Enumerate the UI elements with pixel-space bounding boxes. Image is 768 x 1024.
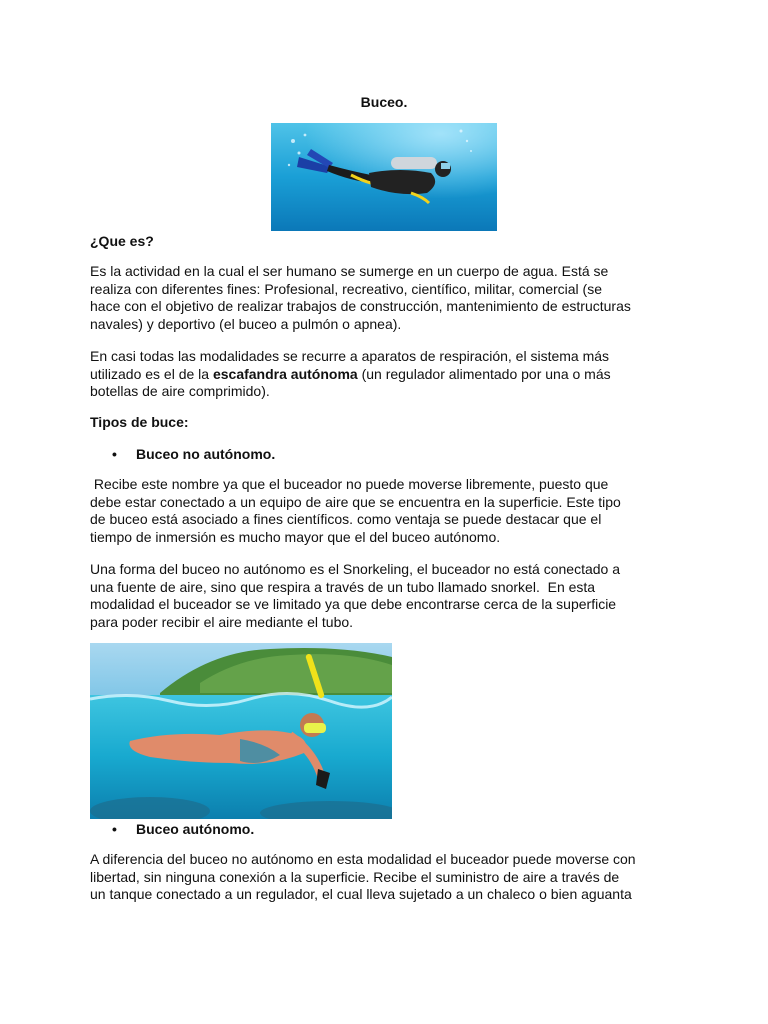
section-heading-que-es: ¿Que es? bbox=[90, 233, 154, 249]
text-line: Es la actividad en la cual el ser humano se sumerge en un cuerpo de agua. Está se bbox=[90, 263, 609, 279]
bold-term: escafandra autónoma bbox=[212, 365, 358, 382]
scuba-diver-image bbox=[271, 123, 497, 231]
no-autonomo-paragraph-2 bbox=[90, 561, 690, 631]
text-line: para poder recibir el aire mediante el tubo. bbox=[90, 613, 354, 630]
text-line: debe estar conectado a un equipo de aire que se encuentra en la superficie. Este tipo bbox=[90, 493, 621, 510]
text-line: libertad, sin ninguna conexión a la superficie. Recibe el suministro de aire a través de bbox=[90, 868, 620, 885]
text-line: botellas de aire comprimido). bbox=[90, 383, 270, 399]
bullet-label: Buceo no autónomo. bbox=[136, 446, 276, 462]
text-line: una fuente de aire, sino que respira a través de un tubo llamado snorkel. En esta bbox=[90, 578, 596, 595]
que-es-paragraph-2 bbox=[90, 348, 690, 401]
text-line: A diferencia del buceo no autónomo en esta modalidad el buceador puede moverse con bbox=[90, 851, 636, 867]
document-title: Buceo. bbox=[360, 94, 408, 110]
text-line: Una forma del buceo no autónomo es el Snorkeling, el buceador no está conectado a bbox=[90, 561, 621, 577]
text-line: realiza con diferentes fines: Profesional, recreativo, científico, militar, comercial (se bbox=[90, 280, 602, 297]
snorkeling-image bbox=[90, 643, 392, 819]
no-autonomo-paragraph-1 bbox=[90, 476, 690, 546]
bullet-icon: • bbox=[112, 446, 117, 462]
que-es-paragraph-1 bbox=[90, 263, 690, 333]
text-line: utilizado es el de la escafandra autónoma (un regulador alimentado por una o más bbox=[90, 365, 611, 382]
bullet-buceo-no-autonomo bbox=[112, 446, 275, 462]
text-line: Recibe este nombre ya que el buceador no puede moverse libremente, puesto que bbox=[90, 476, 609, 492]
text-line: un tanque conectado a un regulador, el cual lleva sujetado a un chaleco o bien aguanta bbox=[90, 886, 632, 902]
bullet-label: Buceo autónomo. bbox=[136, 821, 255, 837]
bullet-buceo-autonomo bbox=[112, 821, 254, 837]
text-line: navales) y deportivo (el buceo a pulmón o apnea). bbox=[90, 315, 402, 332]
text-line: modalidad el buceador se ve limitado ya que debe encontrarse cerca de la superficie bbox=[90, 596, 617, 612]
bullet-icon: • bbox=[112, 821, 117, 837]
section-heading-tipos: Tipos de buce: bbox=[90, 414, 189, 430]
autonomo-paragraph bbox=[90, 851, 690, 904]
text-line: En casi todas las modalidades se recurre a aparatos de respiración, el sistema más bbox=[90, 348, 610, 364]
text-line: de buceo está asociado a fines científicos. como ventaja se puede destacar que el bbox=[90, 511, 602, 527]
text-line: tiempo de inmersión es mucho mayor que el del buceo autónomo. bbox=[90, 528, 501, 545]
text-line: hace con el objetivo de realizar trabajos de construcción, mantenimiento de estructuras bbox=[90, 298, 631, 314]
